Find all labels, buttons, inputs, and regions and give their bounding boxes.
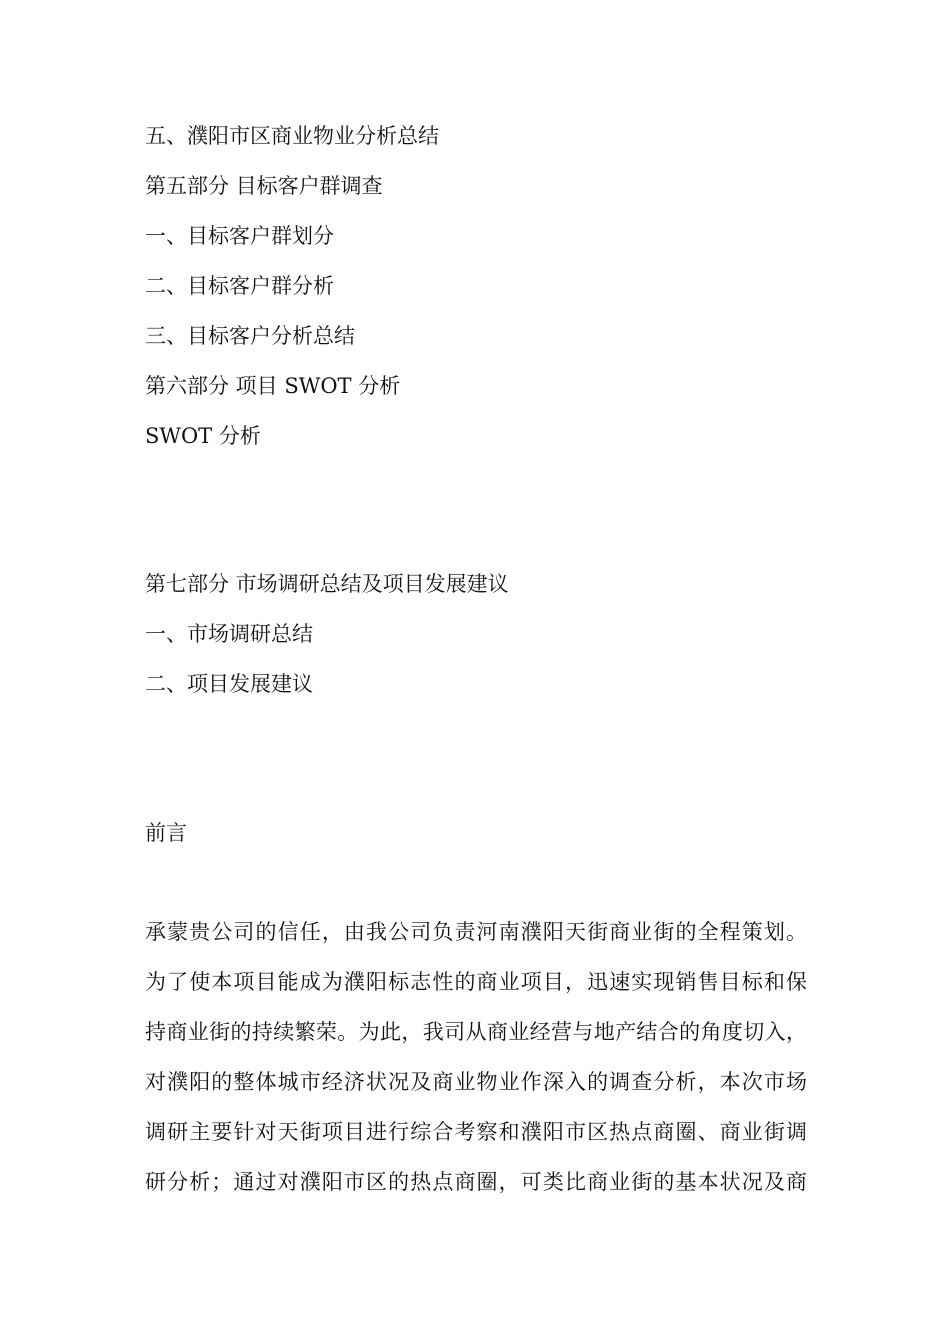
toc-item-part6: 第六部分 项目 SWOT 分析 bbox=[145, 374, 401, 398]
toc-item-part5-section2: 二、目标客户群分析 bbox=[145, 274, 334, 298]
preface-line: 研分析；通过对濮阳市区的热点商圈，可类比商业街的基本状况及商 bbox=[145, 1170, 807, 1194]
toc-item-part5-section1: 一、目标客户群划分 bbox=[145, 224, 334, 248]
preface-line: 承蒙贵公司的信任，由我公司负责河南濮阳天街商业街的全程策划。 bbox=[145, 920, 807, 944]
preface-line: 调研主要针对天街项目进行综合考察和濮阳市区热点商圈、商业街调 bbox=[145, 1120, 807, 1144]
toc-item-part7: 第七部分 市场调研总结及项目发展建议 bbox=[145, 572, 509, 596]
preface-line: 持商业街的持续繁荣。为此，我司从商业经营与地产结合的角度切入， bbox=[145, 1020, 807, 1044]
toc-item-part7-section2: 二、项目发展建议 bbox=[145, 672, 313, 696]
toc-item-part4-section5: 五、濮阳市区商业物业分析总结 bbox=[145, 124, 439, 148]
preface-line: 为了使本项目能成为濮阳标志性的商业项目，迅速实现销售目标和保 bbox=[145, 970, 807, 994]
preface-line: 对濮阳的整体城市经济状况及商业物业作深入的调查分析，本次市场 bbox=[145, 1070, 807, 1094]
preface-title: 前言 bbox=[145, 821, 187, 845]
toc-item-part7-section1: 一、市场调研总结 bbox=[145, 622, 313, 646]
toc-item-part5: 第五部分 目标客户群调查 bbox=[145, 174, 383, 198]
toc-item-part6-swot: SWOT 分析 bbox=[145, 424, 261, 448]
toc-item-part5-section3: 三、目标客户分析总结 bbox=[145, 324, 355, 348]
